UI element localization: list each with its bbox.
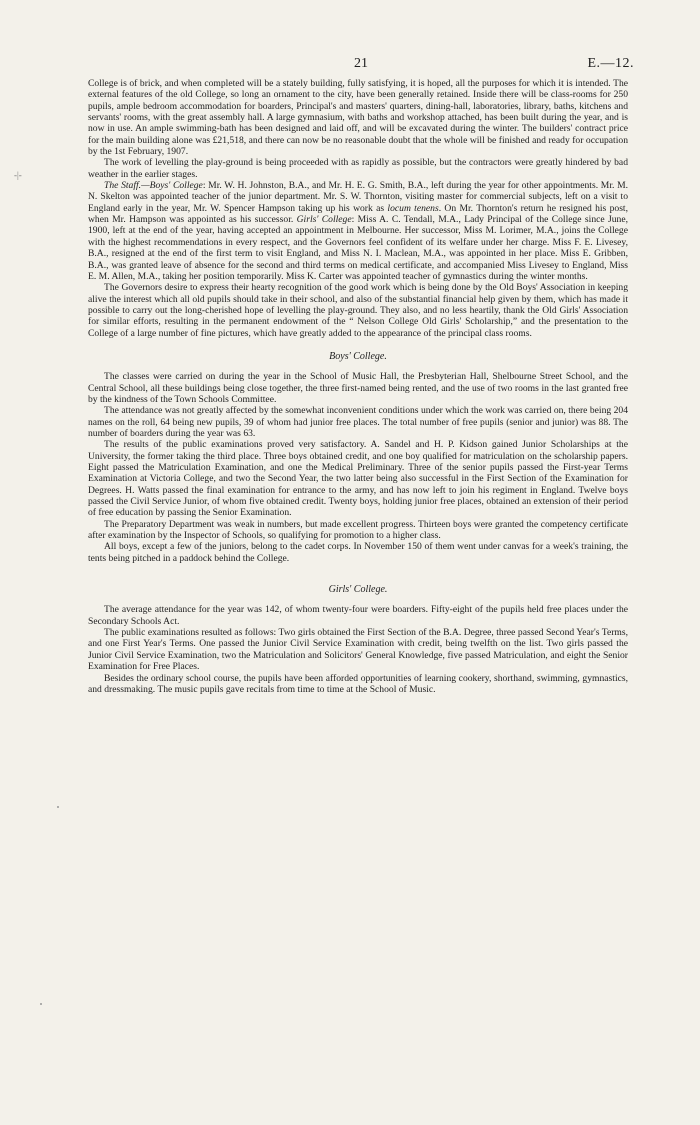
girls-college-section xyxy=(88,604,628,695)
body-text xyxy=(88,78,628,695)
text-run: College is of brick, and when completed will be a stately building, fully satisfying, it is hoped, all the purposes for which it is intended. The external features of the old College, so long an ornament to the city, have been generally retained. Inside there will be class-rooms for 250 pupils, ample bedroom accommodation for boarders, Principal's and masters' quarters, dining-hall, laboratories, library, baths, kitchens and servants' rooms, with the great assembly hall. A large gymnasium, with baths and workshop attached, has been built during the year, and is now in use. An ample swimming-bath has been designed and laid off, and will be excavated during the winter. The builders' contract price for the main building alone was £21,518, and there can now be no reasonable doubt that the whole will be finished and ready for occupation by the 1st February, 1907. xyxy=(88,78,628,158)
intro-paragraph xyxy=(88,157,628,180)
text-run: The Governors desire to express their hearty recognition of the good work which is being done by the Old Boys' Association in keeping alive the interest which all old pupils should take in their school, and also of the substantial financial help given by them, which has made it possible to carry out the long-cherished hope of levelling the play-ground. They also, and no less heartily, thank the Old Girls' Association for similar efforts, resulting in the permanent endowment of the “ Nelson College Old Girls' Scholarship,” and the presentation to the College of a large number of fine pictures, which have greatly added to the appearance of the principal class rooms. xyxy=(88,282,628,339)
boys-college-paragraph: The Preparatory Department was weak in numbers, but made excellent progress. Thirteen boys were granted the competency certificate after examination by the Inspector of Schools, so qualifying for promotion to a higher class. xyxy=(88,518,628,542)
girls-college-paragraph: The public examinations resulted as follows: Two girls obtained the First Section of the B.A. Degree, three passed Second Year's Terms, and one First Year's Terms. One passed the Junior Civil Service Examination with credit, being twelfth on the list. Two girls passed the Junior Civil Service Examination, two the Matriculation and Solicitors' General Knowledge, five passed Matriculation, and eight the Senior Examination for Free Places. xyxy=(88,627,628,673)
girls-college-paragraph: The average attendance for the year was 142, of whom twenty-four were boarders. Fifty-eight of the pupils held free places under the Secondary Schools Act. xyxy=(88,604,628,627)
boys-college-paragraph: The classes were carried on during the year in the School of Music Hall, the Presbyterian Hall, Shelbourne Street School, and the Central School, all these buildings being close together, the three first-named being rented, and the use of two rooms in the last granted free by the kindness of the Town Schools Committee. xyxy=(88,371,628,405)
page-header xyxy=(0,56,700,72)
text-run: Girls' College xyxy=(296,214,352,226)
document-reference: E.—12. xyxy=(587,56,634,71)
intro-paragraph xyxy=(88,78,628,157)
boys-college-paragraph: All boys, except a few of the juniors, belong to the cadet corps. In November 150 of them went under canvas for a week's training, the tents being pitched in a paddock behind the College. xyxy=(88,541,628,564)
text-run: The work of levelling the play-ground is being proceeded with as rapidly as possible, but the contractors were greatly hindered by bad weather in the earlier stages. xyxy=(88,157,628,180)
page-number: 21 xyxy=(354,56,368,71)
boys-college-paragraph: The attendance was not greatly affected by the somewhat inconvenient conditions under which the work was carried on, there being 204 names on the roll, 64 being new pupils, 39 of whom had junior free places. The total number of free pupils (senior and junior) was 88. The number of boarders during the year was 63. xyxy=(88,405,628,439)
paper-speck xyxy=(57,806,59,808)
girls-college-heading: Girls' College. xyxy=(328,584,388,596)
boys-college-heading: Boys' College. xyxy=(329,350,387,362)
margin-mark: -|- xyxy=(14,170,22,180)
text-run: : Mr. W. H. Johnston, B.A., and Mr. H. E. G. Smith, B.A., left during the year for other appointments. Mr. M. N. Skelton was appointed teacher of the junior department. Mr. S. W. Thornton, visiting master for commercial subjects, left on a visit to England early in the year, Mr. W. Spencer Hampson taking up his work as xyxy=(88,180,629,214)
intro-section xyxy=(88,78,628,339)
boys-college-paragraph: The results of the public examinations proved very satisfactory. A. Sandel and H. P. Kidson gained Junior Scholarships at the University, the former taking the third place. Three boys obtained credit, and one boy qualified for matriculation on the scholarship papers. Eight passed the Matriculation Examination, and one the Medical Preliminary. Three of the senior pupils passed the First-year Terms Examination at Victoria College, and two the Second Year, the two latter being also successful in the First Section of the Examination for Degrees. H. Watts passed the final examination for entrance to the army, and has now left to join his regiment in England. Twelve boys passed the Civil Service Junior, of whom five obtained credit. Twenty boys, holding junior free places, obtained an extension of their period of free education by passing the Senior Examination. xyxy=(88,439,628,519)
intro-paragraph xyxy=(88,180,628,282)
text-run: : Miss A. C. Tendall, M.A., Lady Principal of the College since June, 1900, left at the end of the year, having accepted an appointment in Melbourne. Her successor, Miss M. Lorimer, M.A., joins the College with the highest recommendations in every respect, and the Governors feel confident of its welfare under her charge. Miss F. E. Livesey, B.A., resigned at the end of the first term to visit England, and Miss N. I. Maclean, M.A., was appointed in her place. Miss E. Gribben, B.A., was granted leave of absence for the second and third terms on medical certificate, and accompanied Miss Livesey to England, Miss E. M. Allen, M.A., taking her position temporarily. Miss K. Carter was appointed teacher of gymnastics during the winter months. xyxy=(88,214,628,282)
intro-paragraph xyxy=(88,282,628,339)
text-run: The Staff.—Boys' College xyxy=(104,180,203,192)
girls-college-paragraph: Besides the ordinary school course, the pupils have been afforded opportunities of learning cookery, shorthand, swimming, gymnastics, and dressmaking. The music pupils gave recitals from time to time at the School of Music. xyxy=(88,672,628,695)
boys-college-section xyxy=(88,371,628,564)
paper-speck xyxy=(40,1003,42,1005)
text-run: locum tenens xyxy=(387,202,439,214)
text-run: . On Mr. Thornton's return he resigned his post, when Mr. Hampson was appointed as his successor. xyxy=(88,202,628,226)
